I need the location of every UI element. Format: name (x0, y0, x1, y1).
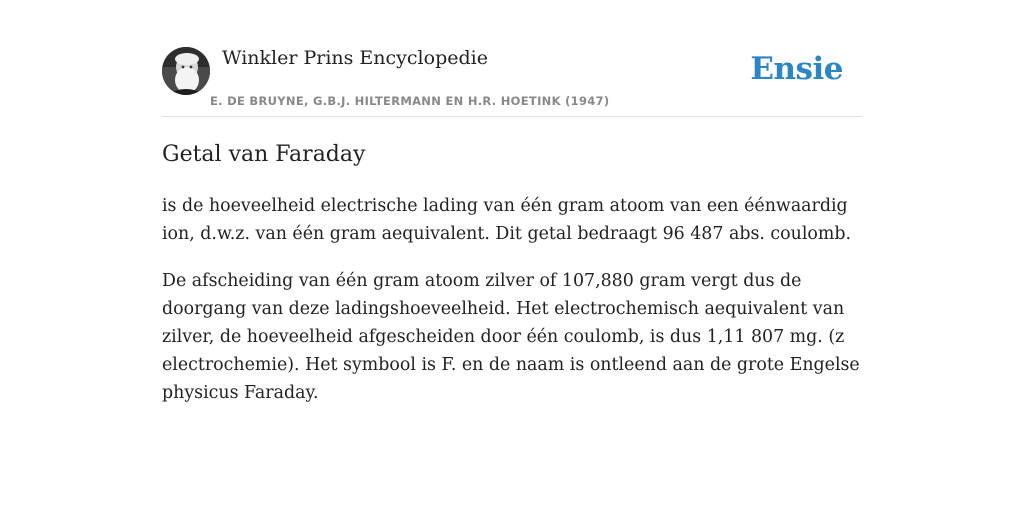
entry-title: Getal van Faraday (162, 142, 366, 167)
portrait-icon (162, 47, 210, 95)
page-container (162, 0, 862, 403)
page-header (162, 0, 862, 117)
brand-logo[interactable]: Ensie (750, 51, 843, 87)
author-avatar[interactable] (162, 47, 210, 95)
entry-paragraph-2: De afscheiding van één gram atoom zilver of 107,880 gram vergt dus de doorgang van deze ladingshoeveelheid. Het electrochemisch aequivalent van zilver, de hoeveelheid afgescheiden door één coulomb, is dus 1,11 807 mg. (z electrochemie). Het symbool is F. en de naam is ontleend aan de grote Engelse physicus Faraday. (162, 271, 860, 403)
site-title[interactable]: Winkler Prins Encyclopedie (222, 47, 488, 69)
authors-credit: E. DE BRUYNE, G.B.J. HILTERMANN EN H.R. HOETINK (1947) (210, 94, 610, 108)
entry-paragraph-1: is de hoeveelheid electrische lading van één gram atoom van een éénwaardig ion, d.w.z. van één gram aequivalent. Dit getal bedraagt 96 487 abs. coulomb. (162, 196, 852, 244)
